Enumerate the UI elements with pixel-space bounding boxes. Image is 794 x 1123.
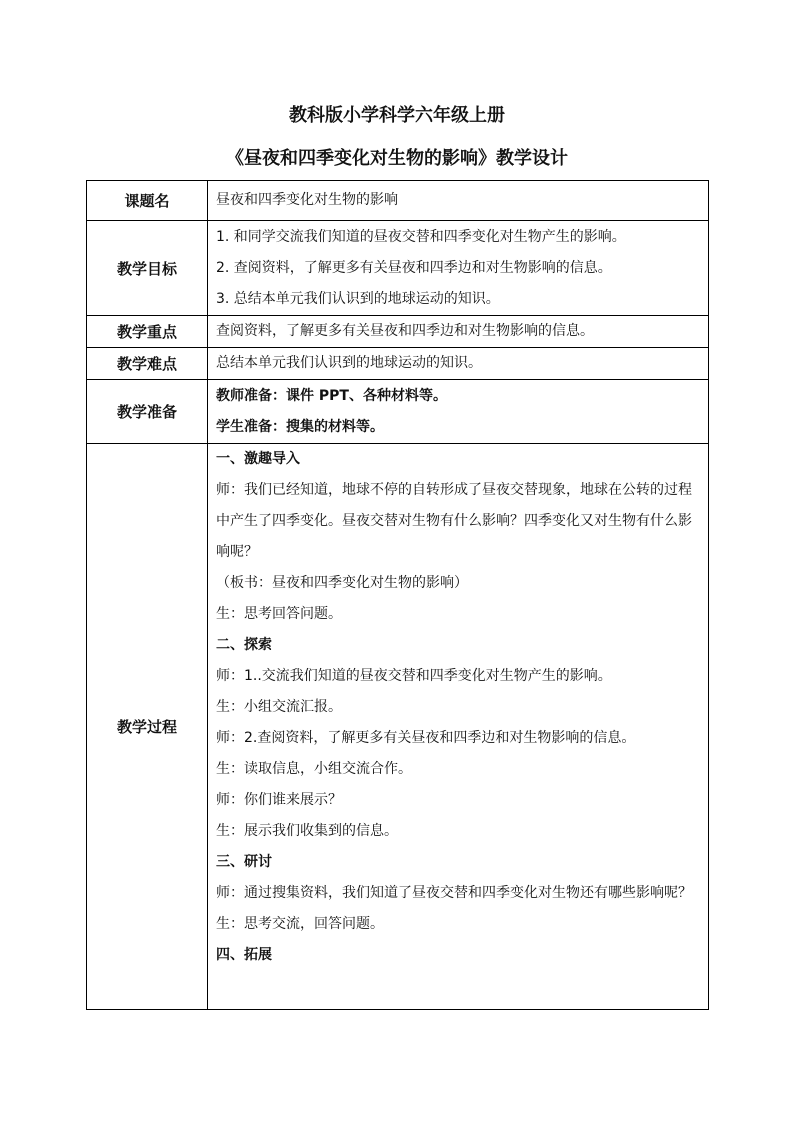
table-row-preparation	[87, 380, 709, 444]
process-student-step-1: 生：小组交流汇报。	[216, 699, 342, 715]
process-student-step-3: 生：展示我们收集到的信息。	[216, 823, 398, 839]
key-point-text: 查阅资料，了解更多有关昼夜和四季边和对生物影响的信息。	[216, 323, 594, 339]
process-section-1-heading: 一、激趣导入	[216, 451, 300, 467]
process-student-step-2: 生：读取信息，小组交流合作。	[216, 761, 412, 777]
topic-value	[208, 181, 709, 221]
process-section-4-heading: 四、拓展	[216, 947, 272, 963]
document-title: 教科版小学科学六年级上册	[289, 105, 505, 126]
topic-label: 课题名	[87, 181, 208, 221]
table-row-topic	[87, 181, 709, 221]
goals-label: 教学目标	[87, 221, 208, 316]
process-label: 教学过程	[87, 444, 208, 1010]
process-value	[208, 444, 709, 1010]
student-preparation: 学生准备：搜集的材料等。	[216, 418, 384, 435]
key-point-value	[208, 316, 709, 348]
goal-item-2: 2. 查阅资料，了解更多有关昼夜和四季边和对生物影响的信息。	[216, 259, 612, 276]
process-teacher-step-3: 师：你们谁来展示？	[216, 792, 342, 808]
process-paragraph-intro: 师：我们已经知道，地球不停的自转形成了昼夜交替现象，地球在公转的过程中产生了四季变化。昼夜交替对生物有什么影响？四季变化又对生物有什么影响呢？	[216, 482, 692, 560]
goal-item-1: 1. 和同学交流我们知道的昼夜交替和四季变化对生物产生的影响。	[216, 228, 626, 245]
document-subtitle: 《昼夜和四季变化对生物的影响》教学设计	[226, 148, 568, 169]
table-row-difficulty	[87, 348, 709, 380]
process-student-discussion: 生：思考交流，回答问题。	[216, 916, 384, 932]
difficulty-text: 总结本单元我们认识到的地球运动的知识。	[216, 355, 482, 371]
topic-text: 昼夜和四季变化对生物的影响	[216, 192, 398, 208]
lesson-plan-table	[86, 180, 709, 1010]
preparation-label: 教学准备	[87, 380, 208, 444]
table-row-process	[87, 444, 709, 1010]
process-section-3-heading: 三、研讨	[216, 854, 272, 870]
process-student-answer: 生：思考回答问题。	[216, 606, 342, 622]
goals-value	[208, 221, 709, 316]
process-teacher-step-2: 师：2.查阅资料，了解更多有关昼夜和四季边和对生物影响的信息。	[216, 730, 636, 746]
goal-item-3: 3. 总结本单元我们认识到的地球运动的知识。	[216, 290, 500, 307]
difficulty-label: 教学难点	[87, 348, 208, 380]
process-blackboard-note: （板书：昼夜和四季变化对生物的影响）	[216, 575, 468, 591]
table-row-goals	[87, 221, 709, 316]
process-teacher-discussion: 师：通过搜集资料，我们知道了昼夜交替和四季变化对生物还有哪些影响呢？	[216, 885, 692, 901]
teacher-preparation: 教师准备：课件 PPT、各种材料等。	[216, 387, 447, 404]
process-teacher-step-1: 师：1..交流我们知道的昼夜交替和四季变化对生物产生的影响。	[216, 668, 612, 684]
preparation-value	[208, 380, 709, 444]
process-section-2-heading: 二、探索	[216, 637, 272, 653]
difficulty-value	[208, 348, 709, 380]
table-row-key-point	[87, 316, 709, 348]
key-point-label: 教学重点	[87, 316, 208, 348]
